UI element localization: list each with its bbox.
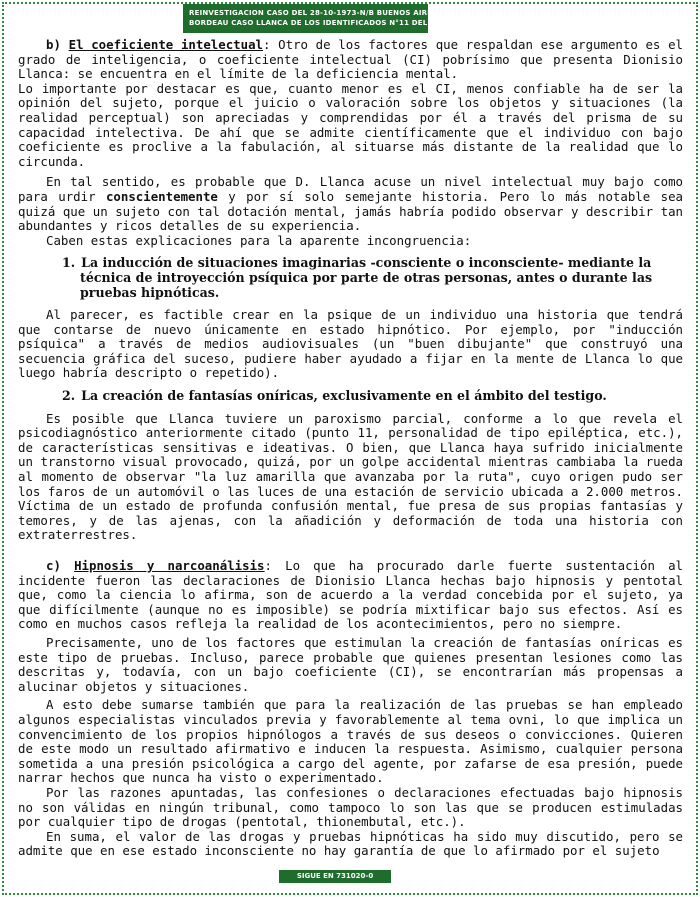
- item-1-number: 1.: [62, 255, 76, 271]
- case-header-label: [183, 4, 485, 33]
- paragraph-low-intellect: [18, 175, 683, 233]
- paragraph-explanations: Caben estas explicaciones para la aparente incongruencia:: [46, 232, 472, 248]
- continuation-label: SIGUE EN 731020-0: [279, 870, 391, 883]
- section-c-marker: c): [46, 558, 61, 573]
- paragraph-low-intellect-text-b: y por sí solo semejante historia. Pero lo más notable sea quizá que un sujeto con tal dotación mental, jamás habría podido observar y describir tan abundantes y ricos detalles de su experiencia.: [18, 188, 684, 234]
- item-2-number: 2.: [62, 388, 76, 404]
- paragraph-induction: Al parecer, es factible crear en la psique de un individuo una historia que tendrá que contarse de nuevo únicamente en estado hipnótico. Por ejemplo, por "inducción psíquica" a través de medios audiovisuales (un "buen dibujante" que construyó una secuencia gráfica del suceso, pudiere haber ayudado a fijar en la mente de Llanca lo que luego habría descripto o repetido).: [18, 307, 683, 381]
- case-header-line-2: BORDEAU CASO LLANCA DE LOS IDENTIFICADOS N°11 DEL DR.J.BANCHS: [189, 19, 485, 27]
- case-header-line-1: REINVESTIGACION CASO DEL 28-10-1973-N/B BUENOS AIRES VILLA: [189, 9, 464, 17]
- numbered-item-2: [62, 389, 683, 404]
- emphasis-conscientemente: conscientemente: [105, 188, 218, 204]
- section-b-marker: b): [46, 37, 61, 52]
- paragraph-paroxysm: Es posible que Llanca tuviere un paroxismo parcial, conforme a lo que revela el psicodiagnóstico anteriormente citado (punto 11, personalidad de tipo epiléptica, etc.), de características sensitivas e ideativas. O bien, que Llanca haya sufrido inicialmente un transtorno visual provocado, quizá, por un golpe accidental mientras cambiaba la rueda al momento de observar "la luz amarilla que avanzaba por la ruta", cuyo origen pudo ser los faros de un automóvil o las luces de una estación de servicio ubicada a 2.000 metros. Víctima de un estado de profunda confusión mental, fue presa de sus propias fantasías y temores, y de las ajenas, con la añadición y deformación de toda una historia con extraterrestres.: [18, 410, 683, 543]
- section-c-intro: [18, 559, 683, 632]
- section-c-title: Hipnosis y narcoanálisis: [74, 558, 265, 573]
- paragraph-conclusion: En suma, el valor de las drogas y pruebas hipnóticas ha sido muy discutido, pero se admite que en ese estado inconsciente no hay garantía de que lo afirmado por el sujeto: [18, 828, 683, 859]
- section-c-intro-text: : Lo que ha procurado darle fuerte sustentación al incidente fueron las declaraciones de Dionisio Llanca hechas bajo hipnosis y pentotal que, como la ciencia lo afirma, son de acuerdo a la verdad concebida por el sujeto, ya que difícilmente (aunque no es imposible) se podría mixtificar bajo sus efectos. Así es como en muchos casos refleja la realidad de los acontecimientos, pero no siempre.: [18, 558, 683, 632]
- document-body: [18, 38, 683, 859]
- paragraph-specialists: A esto debe sumarse también que para la realización de las pruebas se han empleado algunos especialistas vinculados previa y favorablemente al tema ovni, lo que implica un convencimiento de los propios hipnólogos a través de sus deseos o convicciones. Quieren de este modo un resultado afirmativo e inducen la respuesta. Asimismo, cualquier persona sometida a una presión psicológica a cargo del agente, por zafarse de esa presión, puede narrar hechos que nunca ha visto o experimentado.: [18, 697, 683, 786]
- paragraph-ci-opinion: Lo importante por destacar es que, cuanto menor es el CI, menos confiable ha de ser la opinión del sujeto, porque el juicio o valoración sobre los objetos y situaciones (la realidad perceptual) son apreciadas y comprendidas por él a través del prisma de su capacidad intelectiva. De ahí que se admite científicamente que el individuo con bajo coeficiente es proclive a la fabulación, al situarse más distante de la realidad que lo circunda.: [18, 80, 683, 169]
- paragraph-low-intellect-text-a: En tal sentido, es probable que D. Llanca acuse un nivel intelectual muy bajo como para urdir: [18, 174, 683, 204]
- paragraph-tribunal: Por las razones apuntadas, las confesiones o declaraciones efectuadas bajo hipnosis no son válidas en ningún tribunal, como tampoco lo son las que se producen estimuladas por cualquier tipo de drogas (pentotal, thionembutal, etc.).: [18, 784, 683, 830]
- item-2-heading: La creación de fantasías oníricas, exclusivamente en el ámbito del testigo.: [81, 388, 607, 404]
- paragraph-oniric-stimulus: Precisamente, uno de los factores que estimulan la creación de fantasías oníricas es este tipo de pruebas. Incluso, parece probable que quienes presentan lesiones como las descritas y, todavía, con un bajo coeficiente (CI), se encontrarían más propensas a alucinar objetos y situaciones.: [18, 634, 683, 694]
- numbered-item-1: [62, 256, 683, 300]
- section-b-intro-text: : Otro de los factores que respaldan ese argumento es el grado de inteligencia, o coeficiente intelectual (CI) pobrísimo que presenta Dionisio Llanca: se encuentra en el límite de la deficiencia mental.: [18, 37, 683, 82]
- item-1-heading: La inducción de situaciones imaginarias -consciente o inconsciente- mediante la técnica de introyección psíquica por parte de otras personas, antes o durante las pruebas hipnóticas.: [80, 255, 653, 300]
- section-b-title: El coeficiente intelectual: [68, 37, 264, 52]
- section-b-intro: [18, 38, 683, 82]
